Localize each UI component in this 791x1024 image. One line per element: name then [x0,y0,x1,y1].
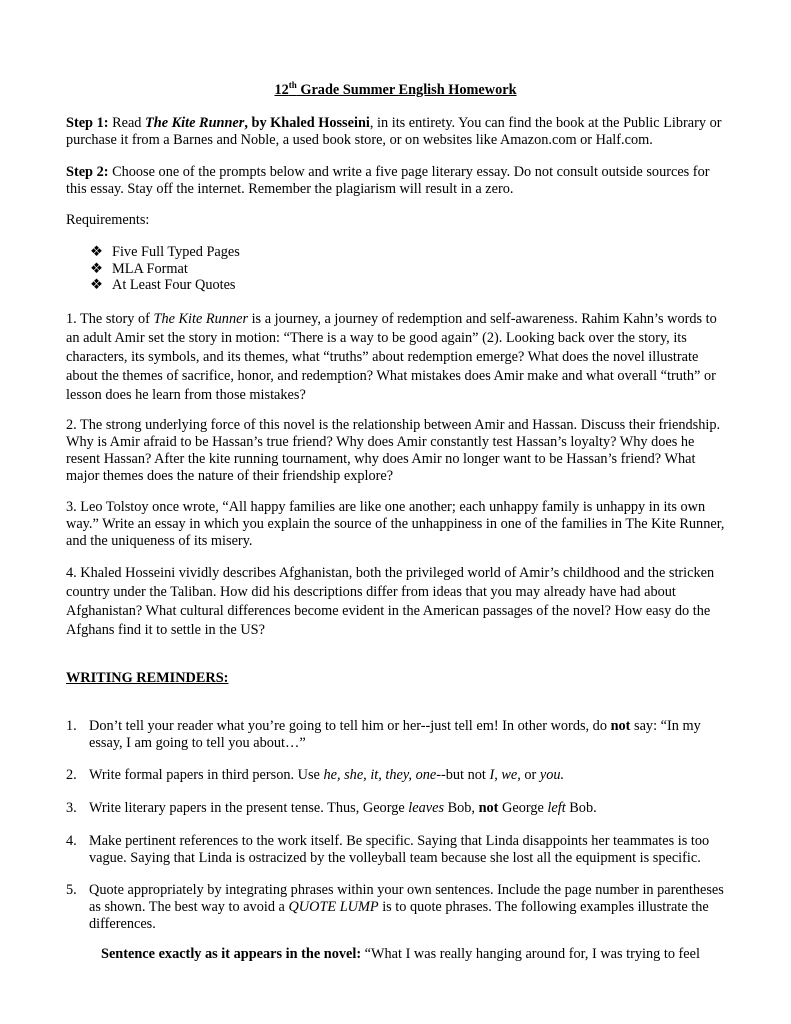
reminder-3 [89,800,729,817]
reminder-3-text-mid: Bob, [444,800,479,816]
reminders-heading: WRITING REMINDERS: [66,670,229,686]
prompt-3: 3. Leo Tolstoy once wrote, “All happy families are like one another; each unhappy family is unhappy in its own way.” Write an essay in which you explain the source of the unhappiness in one of the families in The Kite Runner, and the uniqueness of its misery. [66,499,725,549]
prompt-1 [66,310,726,405]
book-title: The Kite Runner [145,115,245,131]
reminder-2-number: 2. [66,767,77,783]
reminder-5 [89,882,729,933]
step-1-read: Read [108,115,146,131]
reminder-2-text: Write formal papers in third person. Use [89,767,324,783]
requirement-text: MLA Format [112,260,188,277]
requirement-item [90,277,240,294]
step-2-paragraph [66,164,726,198]
example-label: Sentence exactly as it appears in the novel: [101,946,362,962]
requirement-item [90,261,240,278]
requirements-heading: Requirements: [66,212,150,228]
prompt-1-book-title: The Kite Runner [153,311,249,327]
reminder-3-text: Write literary papers in the present tense. Thus, George [89,800,409,816]
reminder-3-text-end: Bob. [565,800,597,816]
diamond-bullet-icon: ❖ [90,244,103,260]
reminder-3-present: leaves [408,800,445,816]
reminder-4: Make pertinent references to the work itself. Be specific. Saying that Linda disappoints her teammates is too vague. Saying that Linda is ostracized by the volleyball team because she lost all the equipment is specific. [89,833,710,866]
reminder-5-quote-lump: QUOTE LUMP [288,899,379,915]
step-2-label: Step 2: [66,164,109,180]
reminder-1-text: Don’t tell your reader what you’re going to tell him or her--just tell em! In other words, do [89,718,611,734]
reminder-5-text-end: is to quote phrases. The following examples illustrate the differences. [89,899,709,932]
step-1-text: , in its entirety. You can find the book at the Public Library or purchase it from a Barnes and Noble, a used book store, or on websites like Amazon.com or Half.com. [66,115,722,148]
reminder-2-text-mid: --but not [436,767,490,783]
example-sentence [101,946,700,963]
reminder-2 [89,767,729,784]
reminder-1 [89,718,729,752]
example-quote: “What I was really hanging around for, I was trying to feel [361,946,700,962]
requirement-text: At Least Four Quotes [112,277,236,293]
requirements-list [90,244,240,294]
title-text: Grade Summer English Homework [296,82,517,98]
prompt-4: 4. Khaled Hosseini vividly describes Afghanistan, both the privileged world of Amir’s childhood and the stricken country under the Taliban. How did his descriptions differ from ideas that you may already have had about Afghanistan? What cultural differences become evident in the American passages of the novel? How easy do the Afghans find it to settle in the US? [66,565,715,638]
reminder-3-emphasis: not [478,800,499,816]
requirement-text: Five Full Typed Pages [112,244,240,260]
step-2-text: Choose one of the prompts below and write a five page literary essay. Do not consult outside sources for this essay. Stay off the internet. Remember the plagiarism will result in a zero. [66,164,710,197]
prompt-1-text: is a journey, a journey of redemption and self-awareness. Rahim Kahn’s words to an adult Amir set the story in motion: “There is a way to be good again” (2). Looking back over the story, its characters, its symbols, and its themes, what “truths” about redemption emerge? What does the novel illustrate about the themes of sacrifice, honor, and redemption? What mistakes does Amir make and what overall “truth” or lesson does he learn from those mistakes? [66,311,717,403]
reminder-2-pronouns: he, she, it, they, one [323,767,437,783]
reminder-1-text-end: say: “In my essay, I am going to tell you about…” [89,718,701,751]
requirement-item [90,244,240,261]
reminder-2-second-person: you. [539,767,565,783]
step-1-label: Step 1: [66,115,109,131]
reminder-3-number: 3. [66,800,77,816]
reminder-1-number: 1. [66,718,77,734]
title-superscript: th [288,80,297,91]
book-author: , by Khaled Hosseini [244,115,370,131]
diamond-bullet-icon: ❖ [90,260,103,277]
reminder-1-emphasis: not [610,718,631,734]
reminder-3-past: left [547,800,566,816]
reminder-2-or: or [520,767,540,783]
prompt-1-number: 1. The story of [66,311,154,327]
reminder-5-text: Quote appropriately by integrating phrases within your own sentences. Include the page number in parentheses as shown. The best way to avoid a [89,882,724,915]
diamond-bullet-icon: ❖ [90,277,103,293]
title-grade: 12 [274,82,289,98]
reminder-4-number: 4. [66,833,77,849]
reminder-5-number: 5. [66,882,77,898]
reminder-3-text-mid2: George [498,800,548,816]
prompt-2: 2. The strong underlying force of this novel is the relationship between Amir and Hassan. Discuss their friendship. Why is Amir afraid to be Hassan’s true friend? Why does Amir constantly test Hassan’s loyalty? Why does he resent Hassan? After the kite running tournament, why does Amir no longer want to be Hassan’s friend? What major themes does the nature of their friendship explore? [66,417,721,484]
step-1-paragraph [66,115,726,149]
reminder-2-first-person: I, we, [489,767,521,783]
page-title [0,82,791,99]
